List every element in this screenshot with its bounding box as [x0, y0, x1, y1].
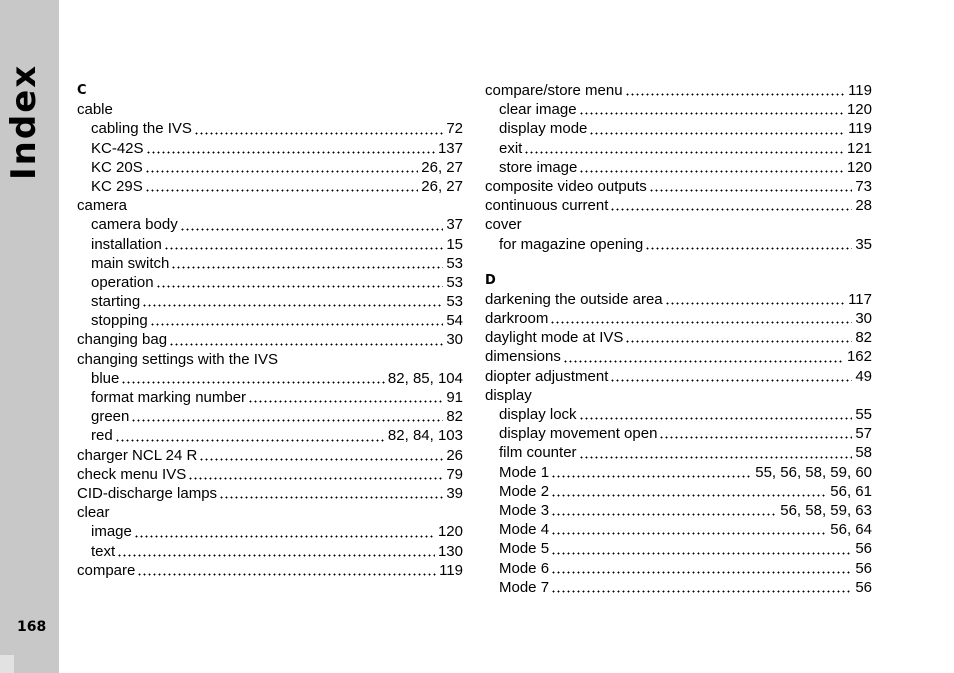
dot-leader [146, 140, 435, 154]
entry-term: KC 29S [91, 177, 143, 195]
index-entry [77, 196, 463, 215]
index-subentry [485, 158, 872, 177]
dot-leader [551, 560, 852, 574]
dot-leader [115, 428, 385, 442]
entry-page-refs: 56, 58, 59, 63 [780, 501, 872, 519]
entry-page-refs: 117 [848, 290, 872, 308]
dot-leader [121, 370, 385, 384]
entry-term: display [485, 386, 532, 404]
index-entry [485, 215, 872, 234]
index-subentry [77, 235, 463, 254]
index-subentry [485, 501, 872, 520]
index-subentry [77, 273, 463, 292]
entry-page-refs: 37 [446, 216, 463, 234]
dot-leader [551, 502, 777, 516]
entry-term: store image [499, 158, 578, 176]
entry-term: exit [499, 139, 523, 157]
index-subentry [77, 369, 463, 388]
entry-term: KC 20S [91, 158, 143, 176]
entry-page-refs: 53 [446, 273, 463, 291]
index-subentry [485, 139, 872, 158]
index-subentry [77, 522, 463, 541]
index-subentry [77, 426, 463, 445]
entry-term: check menu IVS [77, 465, 187, 483]
entry-page-refs: 30 [446, 331, 463, 349]
entry-page-refs: 82 [855, 329, 872, 347]
dot-leader [145, 178, 419, 192]
entry-term: KC-42S [91, 139, 144, 157]
entry-term: Mode 5 [499, 540, 550, 558]
index-entry [485, 81, 872, 100]
entry-term: main switch [91, 254, 170, 272]
index-subentry [77, 177, 463, 196]
entry-term: display mode [499, 120, 588, 138]
dot-leader [145, 159, 419, 173]
entry-term: film counter [499, 444, 577, 462]
entry-page-refs: 39 [446, 484, 463, 502]
dot-leader [610, 368, 852, 382]
dot-leader [659, 425, 852, 439]
dot-leader [169, 332, 443, 346]
entry-term: clear [77, 504, 110, 522]
dot-leader [645, 236, 852, 250]
side-bar [0, 0, 59, 673]
dot-leader [150, 312, 444, 326]
entry-term: display movement open [499, 425, 658, 443]
dot-leader [579, 406, 853, 420]
dot-leader [164, 236, 443, 250]
entry-page-refs: 49 [855, 367, 872, 385]
dot-leader [563, 349, 844, 363]
dot-leader [551, 521, 827, 535]
entry-term: Mode 4 [499, 521, 550, 539]
entry-term: Mode 7 [499, 578, 550, 596]
entry-page-refs: 56, 64 [830, 521, 872, 539]
index-entry [485, 177, 872, 196]
entry-page-refs: 53 [446, 293, 463, 311]
entry-page-refs: 30 [855, 310, 872, 328]
index-entry [485, 290, 872, 309]
dot-leader [551, 464, 752, 478]
dot-leader [625, 82, 846, 96]
index-entry [77, 350, 463, 369]
entry-term: daylight mode at IVS [485, 329, 624, 347]
dot-leader [551, 483, 827, 497]
entry-page-refs: 82 [446, 408, 463, 426]
dot-leader [134, 524, 435, 538]
entry-term: Mode 2 [499, 482, 550, 500]
entry-term: dimensions [485, 348, 561, 366]
index-subentry [77, 158, 463, 177]
index-entry [485, 196, 872, 215]
index-subentry [485, 520, 872, 539]
entry-term: diopter adjustment [485, 367, 609, 385]
entry-term: camera [77, 197, 128, 215]
entry-term: operation [91, 273, 154, 291]
index-column-right [485, 81, 872, 597]
entry-page-refs: 28 [855, 197, 872, 215]
index-subentry [77, 254, 463, 273]
entry-term: Mode 3 [499, 501, 550, 519]
dot-leader [117, 543, 435, 557]
dot-leader [156, 274, 444, 288]
entry-page-refs: 91 [446, 389, 463, 406]
dot-leader [171, 255, 443, 269]
entry-term: installation [91, 235, 162, 253]
corner-tab [0, 655, 14, 673]
section-title: Index [4, 63, 44, 180]
index-subentry [485, 405, 872, 424]
dot-leader [550, 310, 852, 324]
dot-leader [610, 197, 852, 211]
index-subentry [485, 482, 872, 501]
index-subentry [485, 539, 872, 558]
index-entry [77, 465, 463, 484]
entry-page-refs: 120 [846, 158, 872, 176]
index-entry [485, 328, 872, 347]
entry-page-refs: 26, 27 [421, 177, 463, 195]
index-subentry [485, 100, 872, 119]
index-column-left [77, 81, 463, 580]
entry-term: changing bag [77, 331, 168, 349]
index-subentry [485, 235, 872, 254]
entry-page-refs: 56, 61 [830, 482, 872, 500]
entry-page-refs: 53 [446, 254, 463, 272]
index-subentry [77, 292, 463, 311]
entry-page-refs: 15 [446, 235, 463, 253]
index-entry [77, 330, 463, 349]
dot-leader [188, 466, 443, 480]
entry-term: red [91, 427, 113, 445]
entry-page-refs: 56 [855, 559, 872, 577]
dot-leader [589, 121, 845, 135]
entry-term: for magazine opening [499, 235, 644, 253]
entry-term: green [91, 408, 130, 426]
entry-term: compare [77, 561, 136, 579]
index-entry [485, 309, 872, 328]
entry-term: format marking number [91, 389, 247, 406]
dot-leader [579, 159, 844, 173]
dot-leader [665, 291, 845, 305]
entry-term: composite video outputs [485, 177, 647, 195]
entry-term: CID-discharge lamps [77, 484, 218, 502]
index-entry [485, 347, 872, 366]
index-subentry [485, 443, 872, 462]
entry-page-refs: 35 [855, 235, 872, 253]
entry-term: Mode 1 [499, 463, 550, 481]
index-subentry [77, 311, 463, 330]
index-subentry [485, 424, 872, 443]
entry-page-refs: 56 [855, 540, 872, 558]
index-subentry [485, 463, 872, 482]
index-entry [77, 446, 463, 465]
entry-page-refs: 119 [439, 561, 463, 579]
dot-leader [579, 445, 853, 459]
dot-leader [248, 389, 443, 403]
entry-page-refs: 26 [446, 446, 463, 464]
index-subentry [77, 119, 463, 138]
entry-page-refs: 137 [437, 139, 463, 157]
entry-page-refs: 55 [855, 406, 872, 423]
page-number: 168 [17, 619, 47, 635]
entry-page-refs: 82, 85, 104 [387, 369, 463, 387]
entry-page-refs: 55, 56, 58, 59, 60 [755, 463, 872, 481]
section-letter: C [77, 83, 87, 98]
entry-page-refs: 56 [855, 578, 872, 596]
dot-leader [199, 447, 443, 461]
entry-page-refs: 82, 84, 103 [387, 427, 463, 445]
entry-page-refs: 120 [846, 101, 872, 119]
entry-page-refs: 119 [848, 82, 872, 99]
entry-term: text [91, 542, 116, 560]
entry-term: clear image [499, 101, 577, 119]
entry-page-refs: 26, 27 [421, 158, 463, 176]
entry-page-refs: 54 [446, 312, 463, 330]
dot-leader [131, 408, 443, 422]
dot-leader [551, 541, 852, 555]
index-subentry [77, 215, 463, 234]
dot-leader [219, 485, 443, 499]
dot-leader [649, 178, 853, 192]
entry-page-refs: 79 [446, 465, 463, 483]
entry-page-refs: 121 [846, 139, 872, 157]
dot-leader [579, 101, 844, 115]
index-entry [77, 561, 463, 580]
entry-page-refs: 72 [446, 120, 463, 138]
index-entry [77, 503, 463, 522]
entry-page-refs: 73 [855, 177, 872, 195]
entry-page-refs: 119 [848, 120, 872, 138]
index-subentry [485, 559, 872, 578]
dot-leader [142, 293, 443, 307]
dot-leader [180, 217, 444, 231]
entry-term: cable [77, 101, 113, 119]
entry-term: display lock [499, 406, 577, 423]
entry-page-refs: 130 [437, 542, 463, 560]
entry-term: darkroom [485, 310, 549, 328]
entry-term: Mode 6 [499, 559, 550, 577]
index-subentry [485, 578, 872, 597]
entry-term: camera body [91, 216, 178, 234]
entry-term: blue [91, 369, 120, 387]
index-subentry [485, 119, 872, 138]
entry-page-refs: 120 [437, 523, 463, 541]
entry-term: charger NCL 24 R [77, 446, 198, 464]
dot-leader [137, 562, 436, 576]
index-entry [485, 386, 872, 405]
entry-term: compare/store menu [485, 82, 623, 99]
index-subentry [77, 388, 463, 407]
entry-page-refs: 58 [855, 444, 872, 462]
entry-term: stopping [91, 312, 148, 330]
entry-page-refs: 57 [855, 425, 872, 443]
dot-leader [551, 579, 852, 593]
dot-leader [625, 329, 852, 343]
dot-leader [524, 140, 844, 154]
entry-term: darkening the outside area [485, 290, 663, 308]
index-entry [77, 100, 463, 119]
index-subentry [77, 407, 463, 426]
entry-term: starting [91, 293, 141, 311]
index-entry [485, 367, 872, 386]
section-gap [485, 254, 872, 271]
dot-leader [194, 121, 443, 135]
entry-term: changing settings with the IVS [77, 350, 278, 368]
entry-term: image [91, 523, 132, 541]
entry-page-refs: 162 [846, 348, 872, 366]
entry-term: cabling the IVS [91, 120, 192, 138]
index-entry [77, 484, 463, 503]
index-subentry [77, 542, 463, 561]
section-letter: D [485, 272, 496, 288]
entry-term: continuous current [485, 197, 609, 215]
entry-term: cover [485, 216, 522, 234]
index-subentry [77, 139, 463, 158]
